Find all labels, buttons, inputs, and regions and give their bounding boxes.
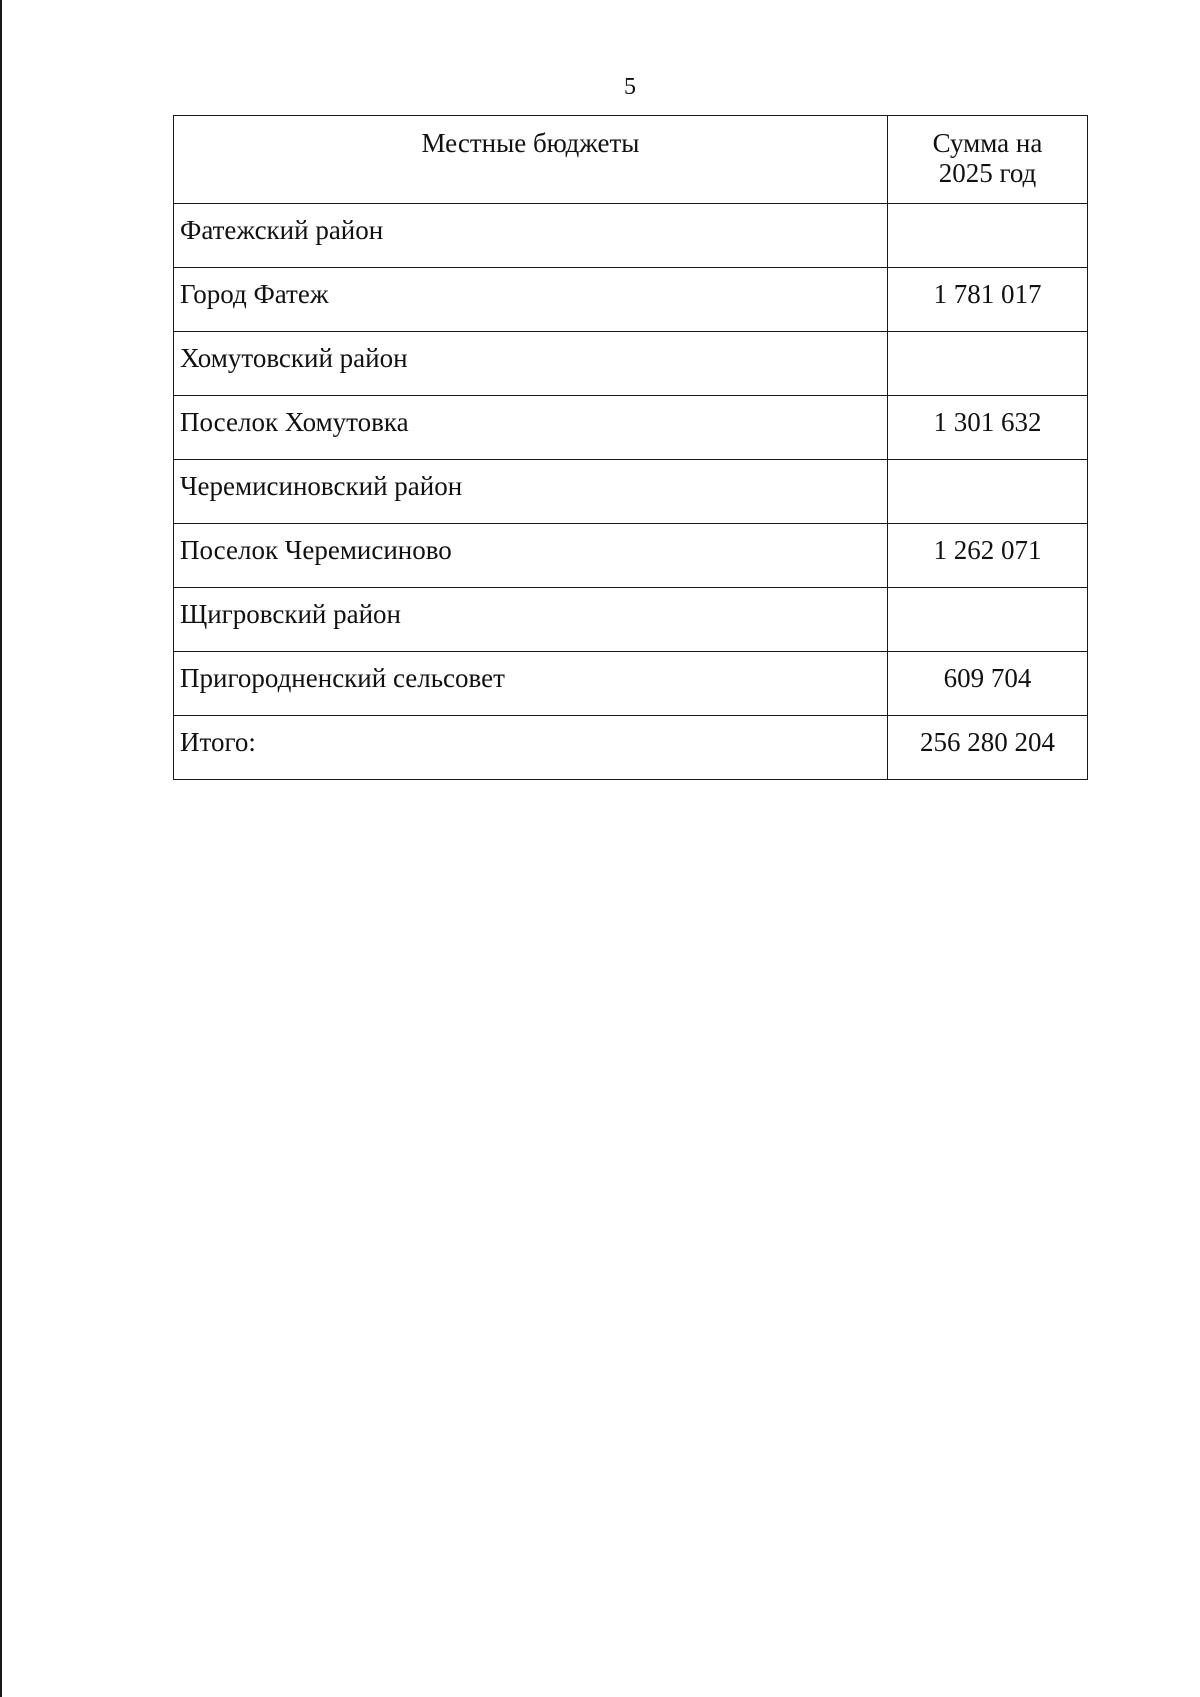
- table-row: [174, 524, 1088, 588]
- row-name: Поселок Хомутовка: [174, 396, 888, 460]
- total-label: Итого:: [174, 716, 888, 780]
- table-header-row: [174, 116, 1088, 204]
- row-name: Фатежский район: [174, 204, 888, 268]
- table-row: [174, 332, 1088, 396]
- row-sum: [888, 460, 1088, 524]
- row-name: Хомутовский район: [174, 332, 888, 396]
- row-name: Пригородненский сельсовет: [174, 652, 888, 716]
- table-row-total: [174, 716, 1088, 780]
- total-sum: 256 280 204: [888, 716, 1088, 780]
- table-row: [174, 268, 1088, 332]
- column-header-sum-line2: 2025 год: [938, 158, 1037, 188]
- row-sum: 1 301 632: [888, 396, 1088, 460]
- row-sum: 609 704: [888, 652, 1088, 716]
- column-header-sum-line1: Сумма на: [932, 128, 1043, 158]
- row-name: Щигровский район: [174, 588, 888, 652]
- row-name: Черемисиновский район: [174, 460, 888, 524]
- table-row: [174, 460, 1088, 524]
- row-sum: [888, 332, 1088, 396]
- budget-table: [173, 115, 1088, 780]
- row-name: Поселок Черемисиново: [174, 524, 888, 588]
- table-row: [174, 652, 1088, 716]
- table-row: [174, 588, 1088, 652]
- row-sum: [888, 588, 1088, 652]
- page-number: 5: [624, 74, 636, 100]
- scan-edge-line: [0, 0, 2, 1697]
- column-header-sum: [888, 116, 1088, 204]
- row-name: Город Фатеж: [174, 268, 888, 332]
- row-sum: 1 262 071: [888, 524, 1088, 588]
- table-row: [174, 204, 1088, 268]
- row-sum: 1 781 017: [888, 268, 1088, 332]
- table-row: [174, 396, 1088, 460]
- column-header-local-budgets: Местные бюджеты: [174, 116, 888, 204]
- row-sum: [888, 204, 1088, 268]
